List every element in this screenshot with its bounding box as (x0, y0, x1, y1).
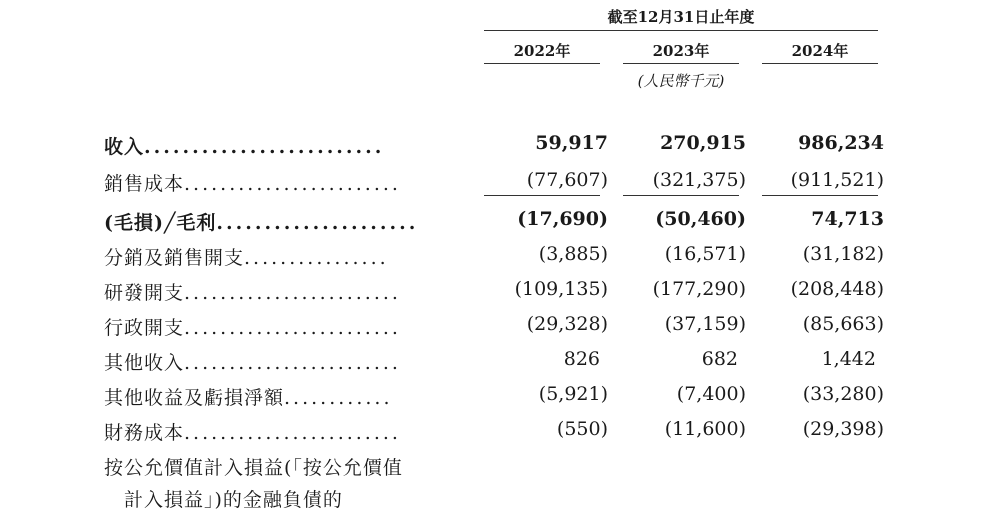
table-row-finance-costs (0, 418, 990, 448)
table-row-rd-expenses (0, 278, 990, 308)
value-2024: (208,448) (790, 278, 884, 300)
year-header-2022: 2022年 (513, 42, 571, 60)
table-row-gross-profit (0, 208, 990, 238)
value-2022: (550) (556, 418, 608, 440)
table-row-revenue (0, 132, 990, 162)
row-label: 銷售成本........................ (104, 173, 401, 195)
value-2022: (5,921) (538, 383, 608, 405)
subtotal-rule-2022 (484, 195, 600, 196)
row-label: 研發開支........................ (104, 282, 401, 304)
value-2023: (11,600) (664, 418, 746, 440)
value-2022: 59,917 (535, 132, 608, 154)
value-2023: (177,290) (652, 278, 746, 300)
table-row-other-gains-losses (0, 383, 990, 413)
year-header-2024: 2024年 (791, 42, 849, 60)
row-label: (毛損)╱毛利..................... (104, 212, 419, 234)
subtotal-rule-2024 (762, 195, 878, 196)
row-label: 其他收入........................ (104, 352, 401, 374)
value-2024: 74,713 (811, 208, 884, 230)
row-label: 分銷及銷售開支................ (104, 247, 389, 269)
value-2023: (16,571) (664, 243, 746, 265)
row-label: 其他收益及虧損淨額............ (104, 387, 393, 409)
currency-unit-label: (人民幣千元) (637, 72, 725, 90)
value-2023: (7,400) (676, 383, 746, 405)
period-header-rule (484, 30, 878, 31)
row-label: 行政開支........................ (104, 317, 401, 339)
subtotal-rule-2023 (623, 195, 739, 196)
table-row-admin-expenses (0, 313, 990, 343)
period-header: 截至12月31日止年度 (607, 8, 755, 26)
row-label: 財務成本........................ (104, 422, 401, 444)
value-2024: (911,521) (790, 169, 884, 191)
value-2022: (29,328) (526, 313, 608, 335)
value-2023: (321,375) (652, 169, 746, 191)
value-2024: (29,398) (802, 418, 884, 440)
year-header-2023: 2023年 (652, 42, 710, 60)
value-2024: 986,234 (798, 132, 884, 154)
row-label: 收入......................... (104, 136, 385, 158)
year-rule-2024 (762, 63, 878, 64)
value-2022: (3,885) (538, 243, 608, 265)
year-rule-2022 (484, 63, 600, 64)
value-2024: (33,280) (802, 383, 884, 405)
note-line-2: 計入損益」)的金融負債的 (124, 489, 343, 511)
value-2024: 1,442 (821, 348, 876, 370)
value-2022: (109,135) (514, 278, 608, 300)
value-2023: (50,460) (655, 208, 746, 230)
value-2023: 682 (701, 348, 738, 370)
value-2024: (31,182) (802, 243, 884, 265)
year-rule-2023 (623, 63, 739, 64)
table-row-distribution-selling-expenses (0, 243, 990, 273)
value-2022: (17,690) (517, 208, 608, 230)
value-2023: (37,159) (664, 313, 746, 335)
value-2024: (85,663) (802, 313, 884, 335)
table-row-other-income (0, 348, 990, 378)
value-2023: 270,915 (660, 132, 746, 154)
value-2022: 826 (563, 348, 600, 370)
value-2022: (77,607) (526, 169, 608, 191)
note-line-1: 按公允價值計入損益(「按公允價值 (104, 457, 403, 479)
